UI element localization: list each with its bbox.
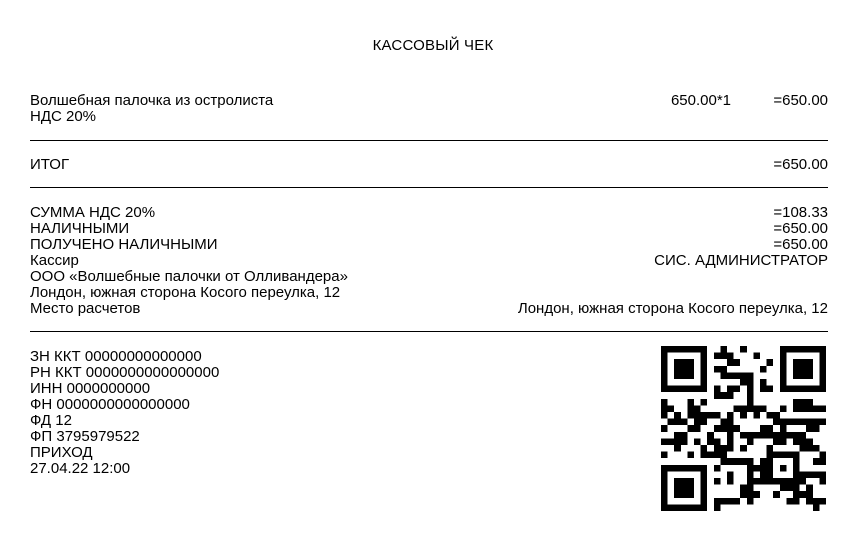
summary-row	[30, 237, 828, 253]
item-name: Волшебная палочка из остролиста	[30, 92, 274, 109]
item-total: =650.00	[773, 92, 828, 109]
fiscal-line: РН ККТ 0000000000000000	[30, 364, 220, 381]
fiscal-line: ЗН ККТ 00000000000000	[30, 348, 202, 365]
fiscal-line: ФД 12	[30, 412, 72, 429]
item-price-qty: 650.00*1	[670, 92, 731, 109]
fiscal-info	[30, 349, 219, 477]
summary-label: НАЛИЧНЫМИ	[30, 220, 130, 237]
summary-row	[30, 205, 828, 221]
cashier-value: СИС. АДМИНИСТРАТОР	[654, 252, 828, 269]
fiscal-line: ПРИХОД	[30, 444, 93, 461]
summary-value: =650.00	[773, 220, 828, 237]
total-label: ИТОГ	[30, 156, 70, 173]
summary-label: СУММА НДС 20%	[30, 204, 156, 221]
summary-row	[30, 253, 828, 269]
receipt-title: КАССОВЫЙ ЧЕК	[372, 37, 494, 54]
summary-label: ПОЛУЧЕНО НАЛИЧНЫМИ	[30, 236, 218, 253]
fiscal-line: ИНН 0000000000	[30, 380, 151, 397]
place-label: Место расчетов	[30, 300, 141, 317]
total-row	[30, 157, 828, 173]
summary-value: =650.00	[773, 236, 828, 253]
fiscal-line: 27.04.22 12:00	[30, 460, 131, 477]
company-address: Лондон, южная сторона Косого переулка, 12	[30, 284, 341, 301]
cashier-label: Кассир	[30, 252, 79, 269]
divider	[30, 140, 828, 141]
qr-code-icon	[661, 346, 826, 511]
item-vat: НДС 20%	[30, 108, 97, 125]
total-value: =650.00	[773, 156, 828, 173]
company-name: ООО «Волшебные палочки от Олливандера»	[30, 268, 348, 285]
divider	[30, 331, 828, 332]
place-value: Лондон, южная сторона Косого переулка, 12	[517, 300, 828, 317]
summary-row	[30, 221, 828, 237]
divider	[30, 187, 828, 188]
fiscal-line: ФН 0000000000000000	[30, 396, 190, 413]
summary-value: =108.33	[773, 204, 828, 221]
fiscal-line: ФП 3795979522	[30, 428, 140, 445]
place-row	[30, 301, 828, 317]
